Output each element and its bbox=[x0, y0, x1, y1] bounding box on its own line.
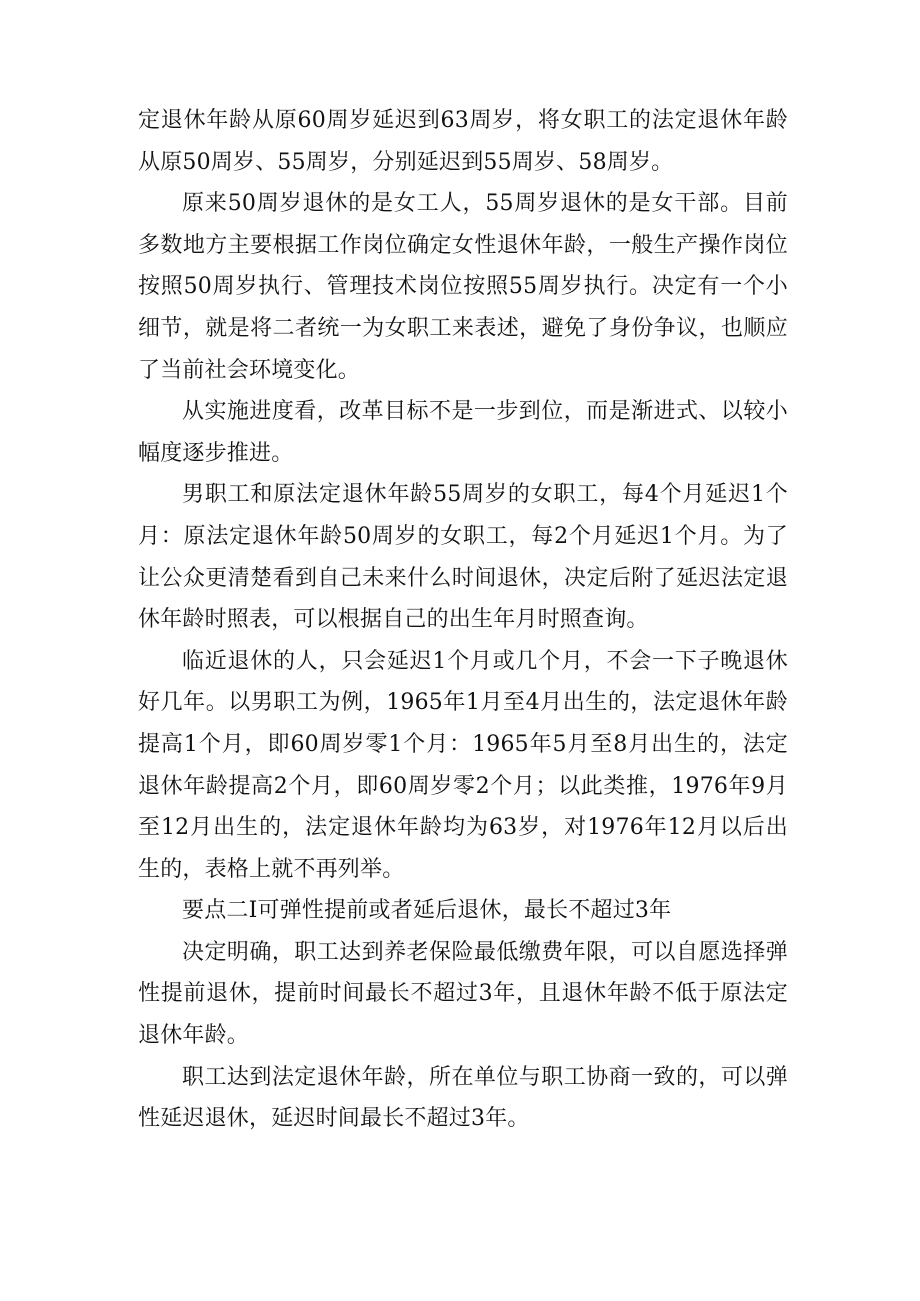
paragraph: 职工达到法定退休年龄，所在单位与职工协商一致的，可以弹性延迟退休，延迟时间最长不超过3年。 bbox=[138, 1064, 788, 1132]
paragraph-continuation: 定退休年龄从原60周岁延迟到63周岁，将女职工的法定退休年龄从原50周岁、55周岁，分别延迟到55周岁、58周岁。 bbox=[138, 108, 788, 175]
paragraph: 临近退休的人，只会延迟1个月或几个月，不会一下子晚退休好几年。以男职工为例，1965年1月至4月出生的，法定退休年龄提高1个月，即60周岁零1个月：1965年5月至8月出生的，法定退休年龄提高2个月，即60周岁零2个月；以此类推，1976年9月至12月出生的，法定退休年龄均为63岁，对1976年12月以后出生的，表格上就不再列举。 bbox=[138, 648, 788, 882]
paragraph: 原来50周岁退休的是女工人，55周岁退休的是女干部。目前多数地方主要根据工作岗位确定女性退休年龄，一般生产操作岗位按照50周岁执行、管理技术岗位按照55周岁执行。决定有一个小细节，就是将二者统一为女职工来表述，避免了身份争议，也顺应了当前社会环境变化。 bbox=[138, 191, 788, 383]
paragraph: 男职工和原法定退休年龄55周岁的女职工，每4个月延迟1个月：原法定退休年龄50周岁的女职工，每2个月延迟1个月。为了让公众更清楚看到自己未来什么时间退休，决定后附了延迟法定退休年龄时照表，可以根据自己的出生年月时照查询。 bbox=[138, 482, 788, 633]
document-body bbox=[138, 100, 788, 1140]
paragraph: 决定明确，职工达到养老保险最低缴费年限，可以自愿选择弹性提前退休，提前时间最长不超过3年，且退休年龄不低于原法定退休年龄。 bbox=[138, 939, 788, 1049]
paragraph: 从实施进度看，改革目标不是一步到位，而是渐进式、以较小幅度逐步推进。 bbox=[138, 399, 788, 466]
section-heading: 要点二I可弹性提前或者延后退休，最长不超过3年 bbox=[182, 898, 672, 924]
